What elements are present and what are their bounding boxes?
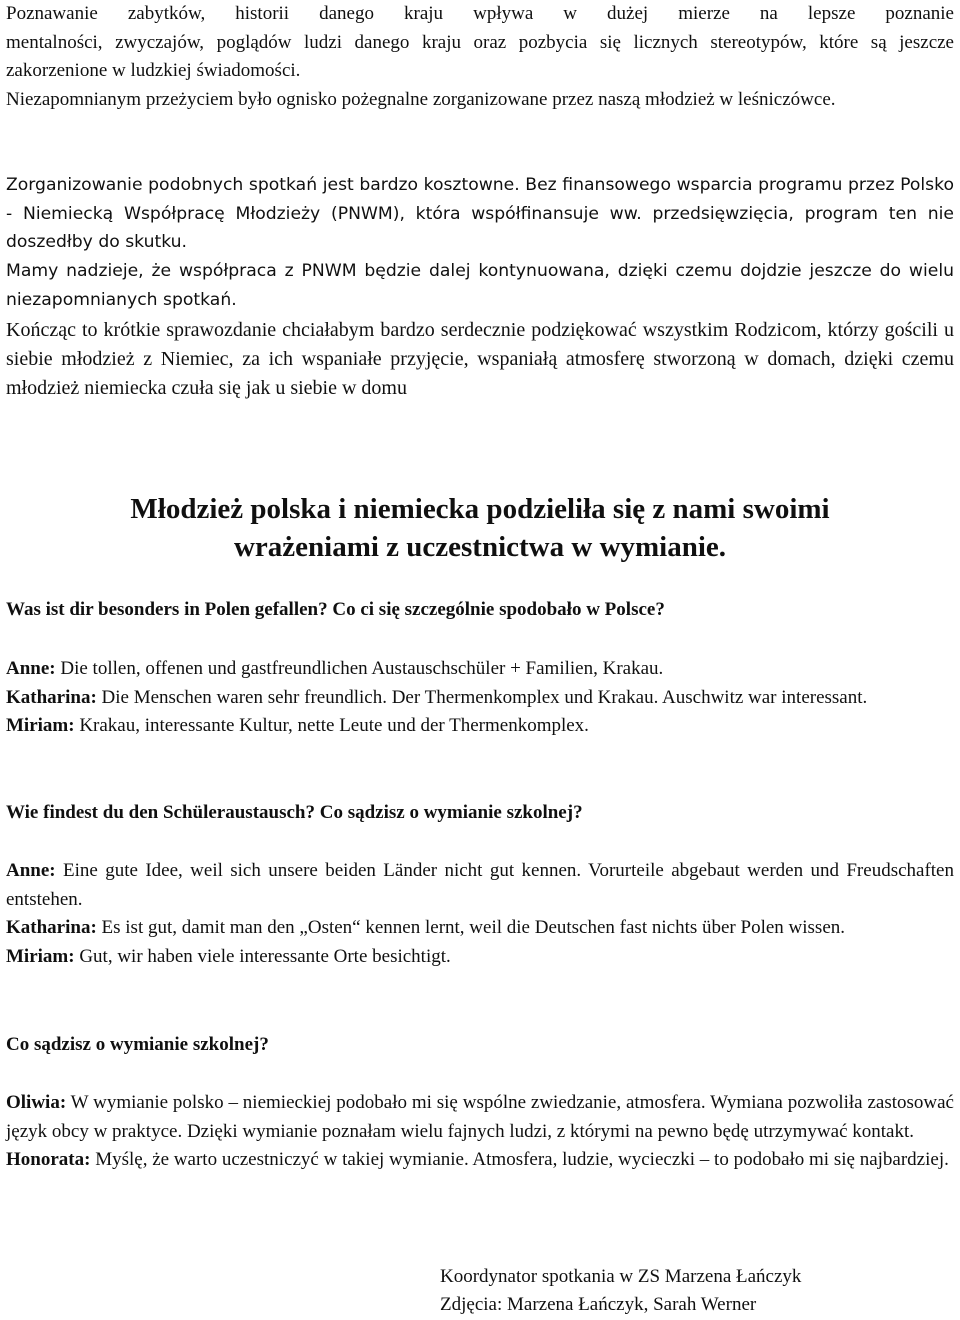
answer-miriam-2 [6, 943, 954, 972]
answer-text: Eine gute Idee, weil sich unsere beiden Länder nicht gut kennen. Vorurteile abgebaut werden und Freudschaften entstehen. [6, 860, 954, 910]
answer-text: Die Menschen waren sehr freundlich. Der Thermenkomplex und Krakau. Auschwitz war interessant. [96, 686, 868, 708]
answer-text: Die tollen, offenen und gastfreundlichen Austauschschüler + Familien, Krakau. [55, 658, 664, 679]
answers-1 [6, 655, 954, 741]
answer-honorata [6, 1146, 954, 1175]
answer-anne-2 [6, 857, 954, 914]
answer-text: Krakau, interessante Kultur, nette Leute und der Thermenkomplex. [74, 715, 589, 737]
speaker-name: Anne: [6, 860, 56, 881]
speaker-name: Anne: [6, 658, 56, 679]
article-heading [0, 490, 960, 566]
question-3: Co sądzisz o wymianie szkolnej? [6, 1034, 269, 1055]
answer-katharina-1 [6, 684, 954, 713]
question-1: Was ist dir besonders in Polen gefallen? Co ci się szczególnie spodobało w Polsce? [6, 599, 665, 620]
answer-text: W wymianie polsko – niemieckiej podobało mi się wspólne zwiedzanie, atmosfera. Wymiana pozwoliła zastosować język obcy w praktyce. Dzięki wymianie poznałam wielu fajnych ludzi, z którymi na pewno będę utrzymywać kontakt. [6, 1092, 954, 1142]
speaker-name: Honorata: [6, 1149, 91, 1171]
signature-photos: Zdjęcia: Marzena Łańczyk, Sarah Werner [440, 1294, 757, 1315]
speaker-name: Miriam: [6, 945, 75, 967]
answer-oliwia [6, 1089, 954, 1146]
intro-paragraph-5: Kończąc to krótkie sprawozdanie chciałabym bardzo serdecznie podziękować wszystkim Rodzicom, którzy gościli u siebie młodzież z Niemiec, za ich wspaniałe przyjęcie, wspaniałą atmosferę stworzoną w domach, dzięki czemu młodzież niemiecka czuła się jak u siebie w domu [6, 319, 954, 399]
speaker-name: Miriam: [6, 715, 75, 737]
intro-paragraph-1: mentalności, zwyczajów, poglądów ludzi danego kraju oraz pozbycia się licznych stereotypów, które są jeszcze zakorzenione w ludzkiej świadomości. [6, 31, 954, 82]
speaker-name: Oliwia: [6, 1092, 67, 1113]
intro-paragraph-4: Mamy nadzieje, że współpraca z PNWM będzie dalej kontynuowana, dzięki czemu dojdzie jeszcze do wielu niezapomnianych spotkań. [6, 261, 954, 310]
answers-3 [6, 1089, 954, 1175]
intro-paragraph-3: Zorganizowanie podobnych spotkań jest bardzo kosztowne. Bez finansowego wsparcia programu przez Polsko - Niemiecką Współpracę Młodzieży (PNWM), która współfinansuje ww. przedsięwzięcia, program ten nie doszedłby do skutku. [6, 175, 954, 253]
answer-text: Gut, wir haben viele interessante Orte besichtigt. [74, 945, 451, 967]
intro-paragraph-2: Niezapomnianym przeżyciem było ognisko pożegnalne zorganizowane przez naszą młodzież w leśniczówce. [6, 89, 836, 110]
speaker-name: Katharina: [6, 917, 97, 939]
signature-coordinator: Koordynator spotkania w ZS Marzena Łańczyk [440, 1266, 802, 1287]
heading-line-2: wrażeniami z uczestnictwa w wymianie. [233, 531, 727, 563]
intro-line-1: Poznawanie zabytków, historii danego kraju wpływa w dużej mierze na lepsze poznanie [6, 3, 954, 24]
question-2: Wie findest du den Schüleraustausch? Co sądzisz o wymianie szkolnej? [6, 802, 583, 823]
answer-katharina-2 [6, 914, 954, 943]
speaker-name: Katharina: [6, 686, 97, 708]
answer-text: Es ist gut, damit man den „Osten“ kennen lernt, weil die Deutschen fast nichts über Polen wissen. [96, 917, 845, 939]
answer-anne-1 [6, 655, 954, 684]
heading-line-1: Młodzież polska i niemiecka podzieliła się z nami swoimi [130, 493, 830, 525]
answer-text: Myślę, że warto uczestniczyć w takiej wymianie. Atmosfera, ludzie, wycieczki – to podobało mi się najbardziej. [90, 1149, 949, 1171]
answers-2 [6, 857, 954, 971]
answer-miriam-1 [6, 712, 954, 741]
